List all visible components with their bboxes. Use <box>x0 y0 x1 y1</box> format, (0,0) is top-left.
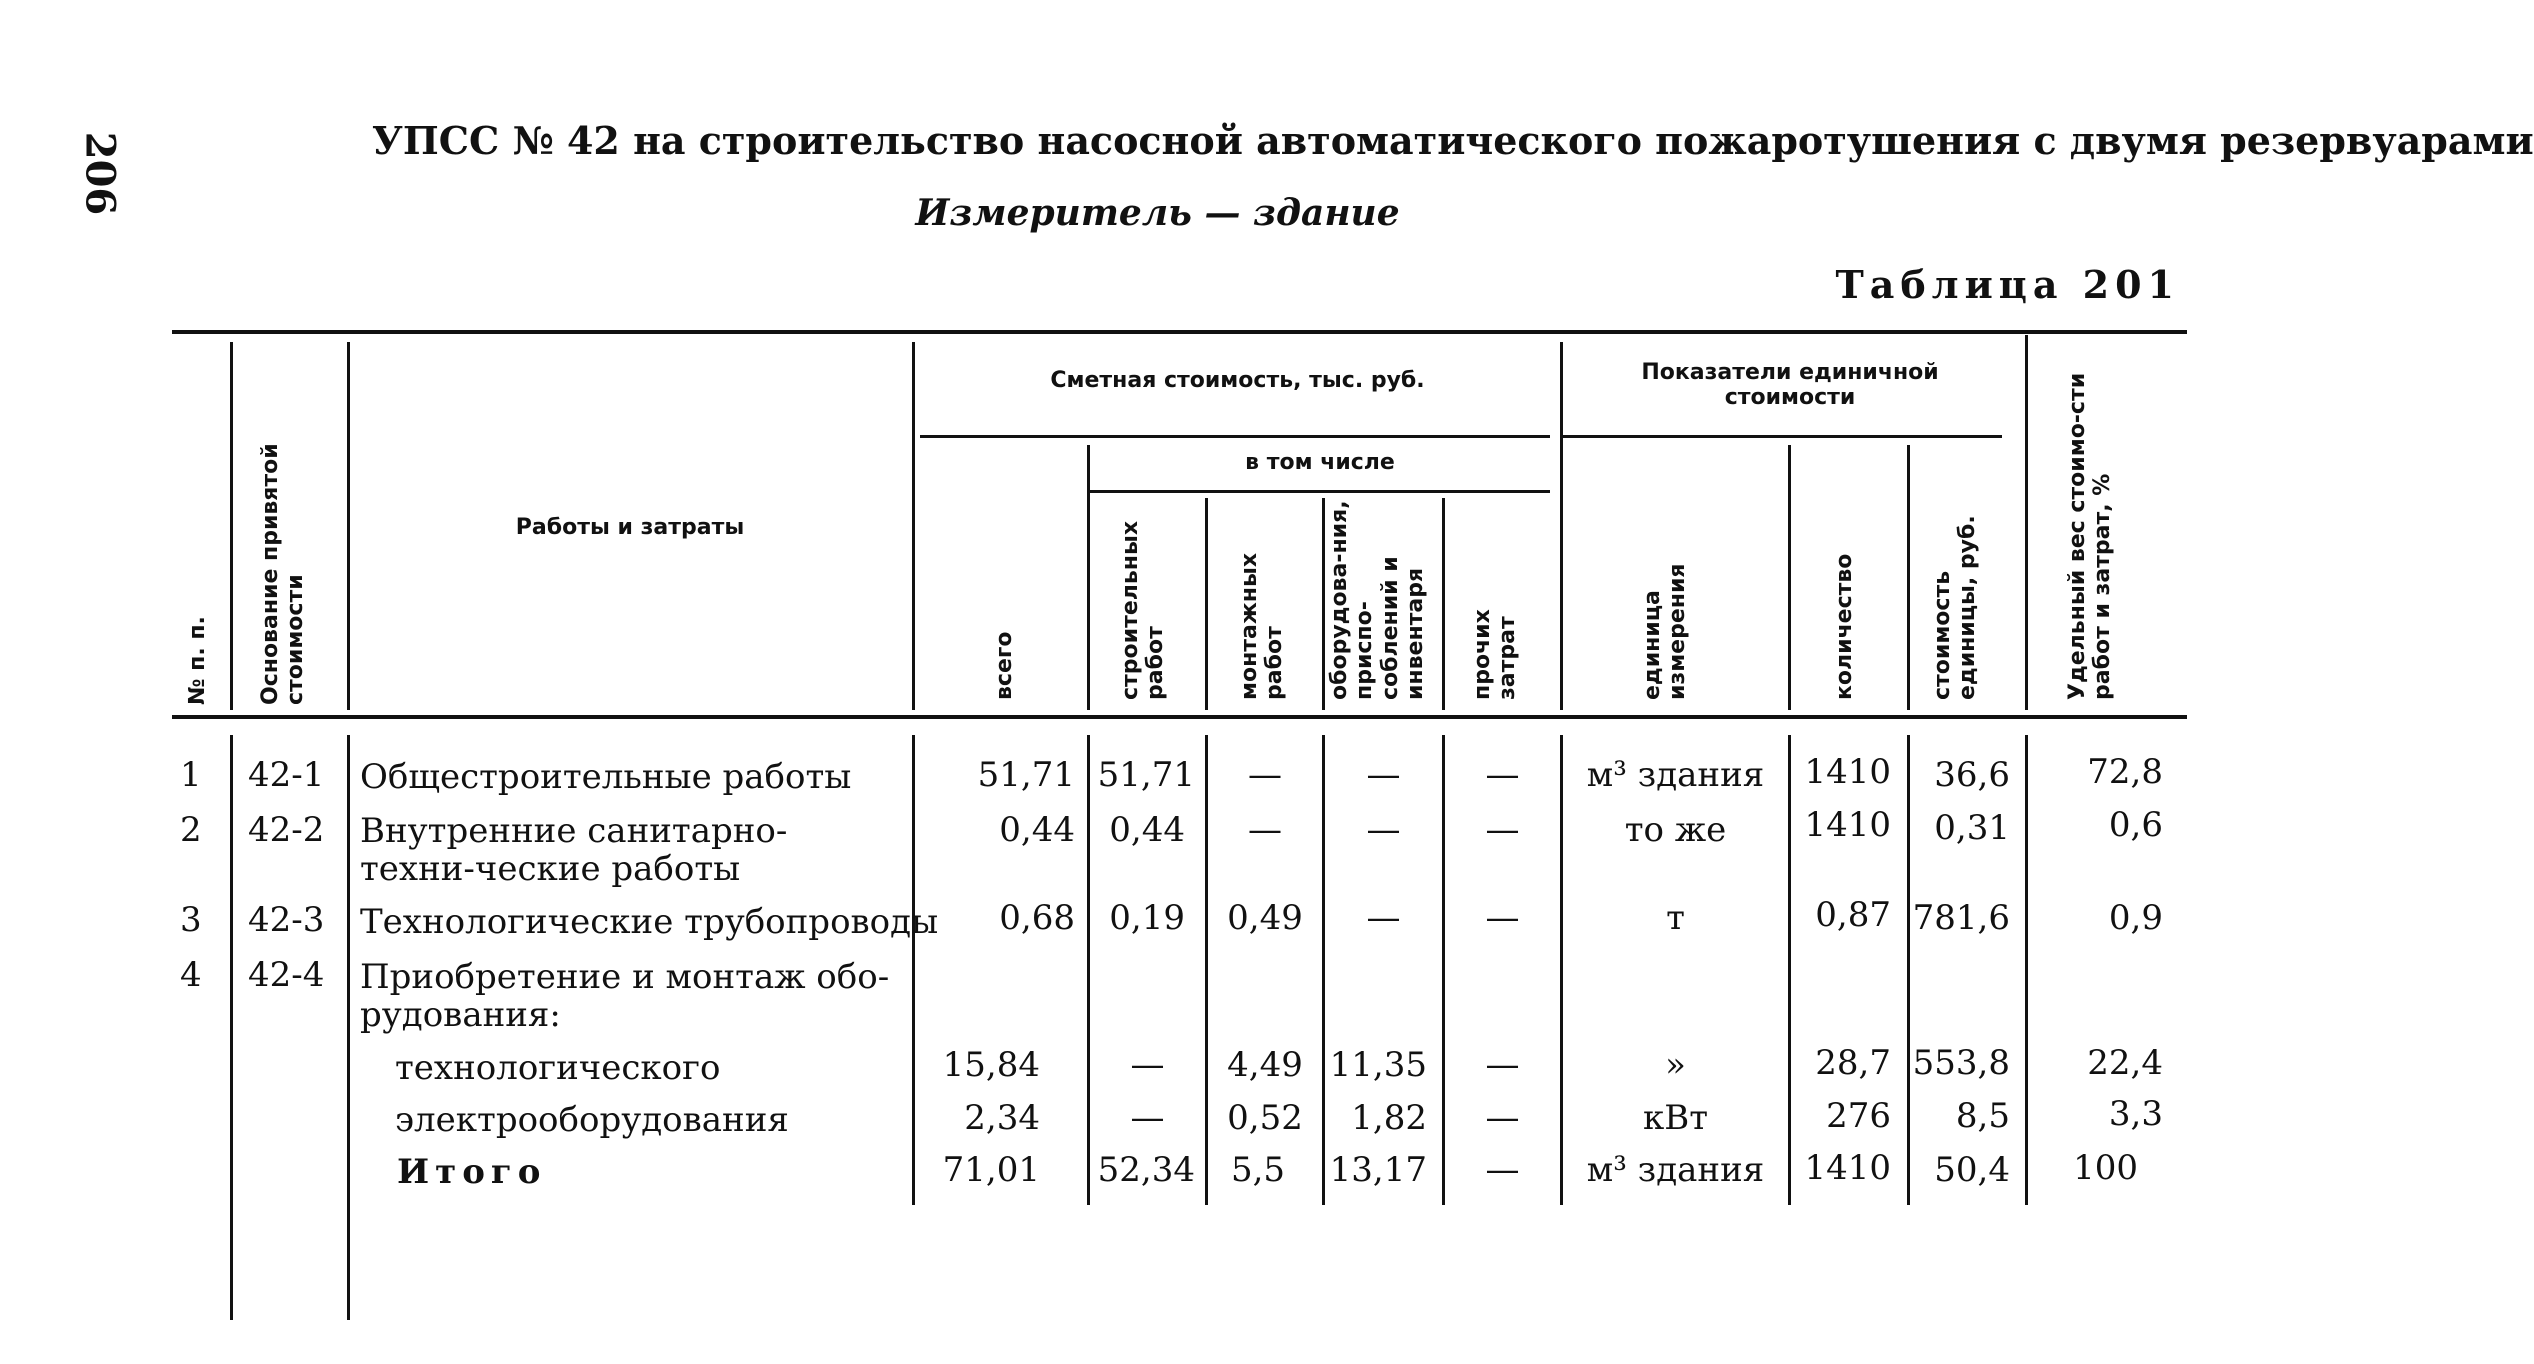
row-num: 3 <box>180 900 202 940</box>
row-num: 4 <box>180 955 202 995</box>
row-share: 3,3 <box>2108 1094 2163 1134</box>
row-total: 15,84 <box>942 1045 1040 1085</box>
row-num: 1 <box>180 755 202 795</box>
col-divider <box>230 342 233 710</box>
row-name: электрооборудования <box>395 1100 789 1140</box>
row-cost: 50,4 <box>1934 1150 2010 1190</box>
header-unit: единица измерения <box>1640 563 1691 700</box>
row-share: 22,4 <box>2087 1043 2163 1083</box>
row-other: — <box>1485 755 1520 795</box>
row-name-total: Итого <box>397 1152 547 1192</box>
header-including: в том числе <box>1245 450 1395 475</box>
row-other: — <box>1485 898 1520 938</box>
row-share: 72,8 <box>2087 752 2163 792</box>
row-qty: 0,87 <box>1815 895 1891 935</box>
col-divider <box>1560 342 1563 710</box>
row-qty: 28,7 <box>1815 1043 1891 1083</box>
including-group-rule <box>1090 490 1550 493</box>
row-mount: 5,5 <box>1230 1150 1286 1190</box>
header-equipment: оборудова-ния, приспо-соблений и инвентаря <box>1327 500 1428 700</box>
row-other: — <box>1485 1098 1520 1138</box>
row-code: 42-4 <box>248 955 325 995</box>
row-unit: т <box>1666 898 1685 938</box>
row-total: 71,01 <box>942 1150 1040 1190</box>
header-construction: строительных работ <box>1118 520 1169 700</box>
row-name: технологического <box>395 1048 721 1088</box>
page-number: 206 <box>76 131 124 216</box>
row-cost: 553,8 <box>1912 1043 2010 1083</box>
table-label: Таблица 201 <box>1835 262 2180 307</box>
row-name: Технологические трубопроводы <box>360 902 939 942</box>
row-mount: 4,49 <box>1227 1045 1303 1085</box>
col-divider <box>2025 335 2028 710</box>
header-estimate-group: Сметная стоимость, тыс. руб. <box>1050 368 1425 393</box>
row-cost: 781,6 <box>1912 898 2010 938</box>
row-constr: — <box>1130 1045 1165 1085</box>
row-other: — <box>1485 1150 1520 1190</box>
row-equip: 1,82 <box>1351 1098 1427 1138</box>
col-divider <box>1322 498 1325 710</box>
row-mount: 0,49 <box>1227 898 1303 938</box>
row-share: 100 <box>2073 1148 2138 1188</box>
table-top-rule <box>172 330 2187 334</box>
col-divider <box>1788 445 1791 710</box>
header-total: всего <box>992 631 1017 700</box>
row-equip: — <box>1366 755 1401 795</box>
col-divider <box>1205 498 1208 710</box>
row-total: 51,71 <box>977 755 1075 795</box>
header-works: Работы и затраты <box>515 515 745 540</box>
row-qty: 1410 <box>1804 1148 1891 1188</box>
col-divider <box>230 735 233 1320</box>
row-share: 0,9 <box>2108 898 2163 938</box>
row-constr: 0,19 <box>1109 898 1185 938</box>
row-cost: 8,5 <box>1955 1096 2010 1136</box>
row-name: Общестроительные работы <box>360 757 852 797</box>
row-constr: 52,34 <box>1097 1150 1195 1190</box>
row-unit: » <box>1665 1045 1686 1085</box>
row-unit: м³ здания <box>1586 755 1765 795</box>
col-divider <box>1907 445 1910 710</box>
header-bottom-rule <box>172 715 2187 719</box>
row-qty: 276 <box>1826 1096 1891 1136</box>
row-total: 2,34 <box>964 1098 1040 1138</box>
header-unit-group: Показатели единичной стоимости <box>1641 360 1939 411</box>
row-name: Внутренние санитарно-техни-ческие работы <box>360 811 788 889</box>
header-quantity: количество <box>1832 553 1857 700</box>
row-unit: кВт <box>1642 1098 1709 1138</box>
row-mount: 0,52 <box>1227 1098 1303 1138</box>
row-other: — <box>1485 1045 1520 1085</box>
row-equip: 13,17 <box>1329 1150 1427 1190</box>
row-total: 0,44 <box>999 810 1075 850</box>
row-code: 42-3 <box>248 900 325 940</box>
row-name: Приобретение и монтаж обо-рудования: <box>360 957 890 1035</box>
header-share: Удельный вес стоимо-сти работ и затрат, % <box>2065 372 2116 700</box>
row-code: 42-1 <box>248 755 325 795</box>
row-cost: 0,31 <box>1934 808 2010 848</box>
col-divider <box>347 735 350 1320</box>
header-installation: монтажных работ <box>1237 552 1288 700</box>
row-equip: — <box>1366 898 1401 938</box>
row-total: 0,68 <box>999 898 1075 938</box>
estimate-group-rule <box>920 435 1550 438</box>
header-other: прочих затрат <box>1470 609 1521 700</box>
header-unit-cost: стоимость единицы, руб. <box>1930 515 1981 700</box>
row-mount: — <box>1248 810 1282 850</box>
col-divider <box>912 342 915 710</box>
row-equip: 11,35 <box>1329 1045 1427 1085</box>
col-divider <box>1087 445 1090 710</box>
row-unit: то же <box>1624 810 1727 850</box>
col-divider <box>1442 498 1445 710</box>
page-title: УПСС № 42 на строительство насосной автоматического пожаротушения с двумя резервуарами <box>372 118 2534 163</box>
row-mount: — <box>1248 755 1282 795</box>
row-qty: 1410 <box>1804 805 1891 845</box>
row-constr: 0,44 <box>1109 810 1185 850</box>
row-cost: 36,6 <box>1934 755 2010 795</box>
row-num: 2 <box>180 810 202 850</box>
row-constr: 51,71 <box>1097 755 1195 795</box>
unit-group-rule <box>1562 435 2002 438</box>
page-subtitle: Измеритель — здание <box>915 192 1400 234</box>
header-basis: Основание привятой стоимости <box>258 443 309 705</box>
row-constr: — <box>1130 1098 1165 1138</box>
row-other: — <box>1485 810 1520 850</box>
row-unit: м³ здания <box>1586 1150 1765 1190</box>
row-share: 0,6 <box>2108 805 2163 845</box>
row-code: 42-2 <box>248 810 325 850</box>
row-qty: 1410 <box>1804 752 1891 792</box>
row-equip: — <box>1366 810 1401 850</box>
header-num: № п. п. <box>185 616 210 705</box>
